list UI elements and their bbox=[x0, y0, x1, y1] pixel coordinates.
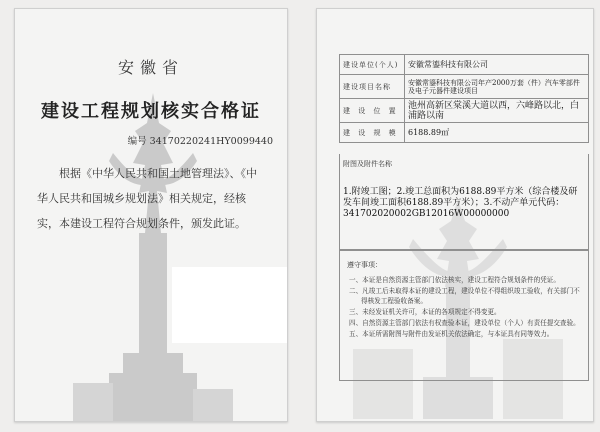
row-label: 建设项目名称 bbox=[340, 75, 405, 99]
certificate-title: 建设工程规划核实合格证 bbox=[41, 101, 261, 122]
list-item: 二、凡竣工后未取得本证的建设工程，建设单位不得组织竣工验收，有关部门不得核发工程验收备案。 bbox=[349, 287, 580, 305]
row-value: 池州高新区棠溪大道以西，六峰路以北，白浦路以南 bbox=[405, 99, 589, 123]
serial-value: 34170220241HY0099440 bbox=[149, 136, 273, 147]
project-info-table bbox=[339, 54, 589, 143]
list-item: 三、未经发证机关许可，本证的各项规定不得变更。 bbox=[349, 308, 501, 316]
table-row bbox=[340, 75, 589, 99]
certificate-detail-page bbox=[316, 8, 594, 422]
attachments-text: 1.附竣工图；2.竣工总面积为6188.89平方米（综合楼及研发车间竣工面积6188.89平方米）；3.不动产单元代码：341702020002GB12016W00000000 bbox=[343, 187, 578, 219]
row-label: 建设单位(个人) bbox=[340, 55, 405, 75]
row-value: 安徽常鎏科技有限公司 bbox=[405, 55, 589, 75]
row-value: 安徽常鎏科技有限公司年产2000万套（件）汽车零部件及电子元器件建设项目 bbox=[405, 75, 589, 99]
redacted-block bbox=[172, 267, 288, 343]
list-item: 一、本证是自然资源主管部门依法核实，建设工程符合规划条件的凭证。 bbox=[349, 276, 560, 284]
table-row bbox=[340, 99, 589, 123]
certificate-front-page bbox=[14, 8, 288, 422]
attachments-label: 附图及附件名称 bbox=[343, 160, 392, 168]
table-row bbox=[340, 55, 589, 75]
list-item: 四、自然资源主管部门依法有权查验本证，建设单位（个人）有责任提交查验。 bbox=[349, 319, 580, 327]
notice-title: 遵守事项： bbox=[347, 261, 382, 269]
list-item: 五、本证所需附图与附件由发证机关依法确定，与本证具有同等效力。 bbox=[349, 330, 554, 338]
serial-prefix: 编号 bbox=[127, 136, 147, 147]
notice-list bbox=[349, 275, 581, 340]
row-value: 6188.89㎡ bbox=[405, 123, 589, 143]
row-label: 建 设 位 置 bbox=[340, 99, 405, 123]
serial-number bbox=[15, 133, 273, 147]
table-row bbox=[340, 123, 589, 143]
province-heading: 安徽省 bbox=[117, 58, 184, 77]
row-label: 建 设 规 模 bbox=[340, 123, 405, 143]
certificate-statement: 根据《中华人民共和国土地管理法》、《中华人民共和国城乡规划法》相关规定，经核实，本建设工程符合规划条件，颁发此证。 bbox=[37, 167, 257, 230]
